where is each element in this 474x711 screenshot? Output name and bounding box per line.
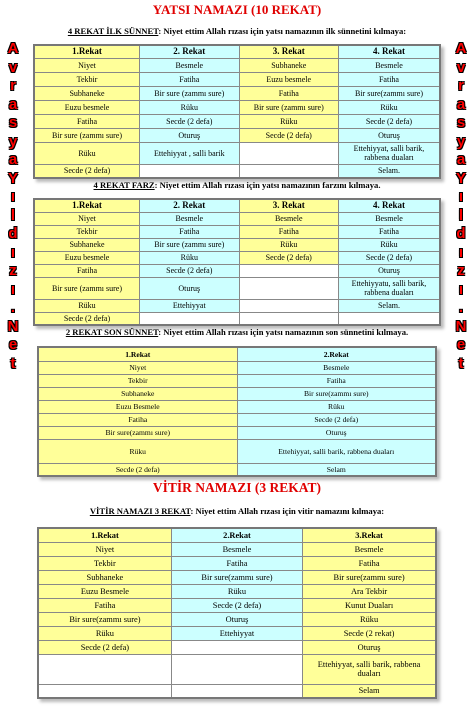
table-row [34, 86, 440, 100]
table-cell: Bir sure(zammı sure) [303, 570, 436, 584]
table-cell: Bir sure(zammı sure) [38, 426, 237, 439]
table-cell: Fatiha [38, 413, 237, 426]
table-cell: Euzu besmele [34, 100, 140, 114]
watermark-letter: N [455, 317, 467, 335]
table-row [38, 413, 436, 426]
table-row [38, 387, 436, 400]
watermark-letter: a [456, 151, 466, 168]
table-son-sunnet [37, 346, 437, 477]
table-cell: Rüku [34, 142, 140, 164]
table-row [34, 164, 440, 178]
table-cell: Besmele [303, 542, 436, 556]
table-cell: Rüku [38, 626, 171, 640]
section-heading: 4 REKAT İLK SÜNNET [67, 26, 159, 36]
section-heading: 4 REKAT FARZ [93, 180, 155, 190]
table-cell: Secde (2 defa) [34, 164, 140, 178]
table-cell: Rüku [38, 439, 237, 463]
table-row [38, 640, 436, 654]
table-row [38, 542, 436, 556]
watermark-letter: ı [458, 188, 464, 205]
table-cell: Niyet [34, 58, 140, 72]
table-cell: Secde (2 defa) [237, 413, 436, 426]
table-cell: Selam. [338, 164, 440, 178]
table-cell: Bir sure (zammı sure) [140, 238, 239, 251]
table-cell: Secde (2 rekat) [303, 626, 436, 640]
watermark-letter: z [457, 262, 465, 279]
column-header: 3. Rekat [239, 45, 338, 58]
table-row [34, 100, 440, 114]
table-cell [239, 299, 338, 312]
table-cell: Secde (2 defa) [38, 640, 171, 654]
table-row [34, 225, 440, 238]
table-cell: Fatiha [171, 556, 302, 570]
table-row [34, 299, 440, 312]
table-cell: Besmele [140, 58, 239, 72]
table-row [34, 251, 440, 264]
table-cell: Euzu Besmele [38, 584, 171, 598]
table-row [38, 361, 436, 374]
table-cell: Rüku [338, 100, 440, 114]
table-cell: Secde (2 defa) [140, 114, 239, 128]
table-cell: Besmele [140, 212, 239, 225]
table-cell: Ettehiyyat [140, 299, 239, 312]
table-cell: Subhaneke [38, 387, 237, 400]
table-cell: Euzu Besmele [38, 400, 237, 413]
page-title: YATSI NAMAZI (10 REKAT) [152, 2, 322, 17]
section-intro-farz [0, 180, 474, 190]
watermark-letter: ı [10, 243, 16, 261]
table-cell: Secde (2 defa) [338, 114, 440, 128]
watermark-letter: Y [7, 169, 18, 187]
table-cell: Fatiha [34, 264, 140, 277]
table-cell: Euzu besmele [34, 251, 140, 264]
table-row [34, 128, 440, 142]
watermark-letter: v [8, 58, 18, 76]
table-header-row [34, 45, 440, 58]
table-cell [239, 142, 338, 164]
table-row [38, 400, 436, 413]
table-cell: Ettehiyyat, salli barik, rabbena duaları [338, 142, 440, 164]
column-header: 2.Rekat [171, 528, 302, 542]
table-cell: Ettehiyyat, salli barik, rabbena duaları [237, 439, 436, 463]
column-header: 4. Rekat [338, 199, 440, 212]
column-header: 3. Rekat [239, 199, 338, 212]
table-row [34, 142, 440, 164]
watermark-letter: r [10, 77, 16, 94]
table-cell: Bir sure (zammı sure) [140, 86, 239, 100]
table-cell [239, 264, 338, 277]
table-row [38, 612, 436, 626]
table-cell [171, 654, 302, 684]
side-watermark-right [450, 40, 472, 373]
table-cell: Fatiha [34, 114, 140, 128]
table-row [34, 277, 440, 299]
table-header-row [38, 347, 436, 361]
table-cell: Rüku [140, 100, 239, 114]
table-row [34, 264, 440, 277]
table-cell: Tekbir [38, 374, 237, 387]
section-niyet-text: : Niyet ettim Allah rızası için yatsı namazının ilk sünnetini kılmaya: [158, 26, 407, 36]
table-cell: Kunut Duaları [303, 598, 436, 612]
column-header: 1.Rekat [34, 199, 140, 212]
column-header: 2.Rekat [237, 347, 436, 361]
table-row [38, 426, 436, 439]
table-cell: Fatiha [140, 72, 239, 86]
table-row [34, 58, 440, 72]
table-cell: Secde (2 defa) [338, 251, 440, 264]
table-cell [171, 684, 302, 698]
table-cell: Oturuş [140, 277, 239, 299]
table-cell: Oturuş [171, 612, 302, 626]
watermark-letter: ı [10, 188, 16, 205]
watermark-letter: t [10, 354, 16, 372]
table-cell: Secde (2 defa) [239, 251, 338, 264]
table-cell [171, 640, 302, 654]
table-row [38, 463, 436, 476]
table-cell: Subhaneke [34, 86, 140, 100]
table-row [38, 654, 436, 684]
table-row [38, 626, 436, 640]
column-header: 3.Rekat [303, 528, 436, 542]
table-cell: Fatiha [338, 225, 440, 238]
section-intro-vitir [0, 506, 474, 516]
watermark-letter: e [8, 336, 18, 353]
watermark-letter: y [8, 132, 18, 150]
table-ilk-sunnet [33, 44, 441, 179]
table-cell: Secde (2 defa) [239, 128, 338, 142]
table-cell: Secde (2 defa) [34, 312, 140, 325]
table-cell: Ettehiyyat, salli barik, rabbena duaları [303, 654, 436, 684]
table-cell: Bir sure(zammı sure) [38, 612, 171, 626]
table-header-row [34, 199, 440, 212]
section-niyet-text: : Niyet ettim Allah rızası için yatsı namazının son sünnetini kılmaya. [158, 327, 409, 337]
table-row [38, 584, 436, 598]
table-cell: Niyet [38, 542, 171, 556]
column-header: 2. Rekat [140, 199, 239, 212]
table-cell: Oturuş [237, 426, 436, 439]
section-niyet-text: : Niyet ettim Allah rızası için vitir namazını kılmaya: [190, 506, 385, 516]
watermark-letter: a [8, 95, 18, 113]
table-cell: Selam [237, 463, 436, 476]
table-cell: Bir sure (zammı sure) [34, 128, 140, 142]
table-cell: Rüku [303, 612, 436, 626]
watermark-letter: a [8, 151, 18, 168]
table-row [34, 114, 440, 128]
table-row [38, 439, 436, 463]
column-header: 1.Rekat [38, 347, 237, 361]
table-cell: Secde (2 defa) [38, 463, 237, 476]
table-cell: Rüku [34, 299, 140, 312]
table-cell: Rüku [239, 238, 338, 251]
table-cell: Besmele [338, 58, 440, 72]
table-cell: Subhaneke [34, 238, 140, 251]
watermark-letter: s [456, 114, 466, 131]
table-cell: Selam [303, 684, 436, 698]
table-cell: Bir sure (zammı sure) [239, 100, 338, 114]
table-cell: Oturuş [140, 128, 239, 142]
column-header: 2. Rekat [140, 45, 239, 58]
table-cell: Fatiha [303, 556, 436, 570]
watermark-letter: A [7, 40, 19, 57]
table-cell: Oturuş [338, 128, 440, 142]
table-cell [38, 654, 171, 684]
table-cell: Oturuş [338, 264, 440, 277]
table-cell: Niyet [34, 212, 140, 225]
vitir-title: VİTİR NAMAZI (3 REKAT) [152, 480, 322, 495]
side-watermark-left [2, 40, 24, 373]
table-cell: Secde (2 defa) [171, 598, 302, 612]
table-cell: Bir sure(zammı sure) [338, 86, 440, 100]
table-cell: Subhaneke [38, 570, 171, 584]
table-cell: Ettehiyyatu, salli barik, rabbena duaları [338, 277, 440, 299]
table-cell [140, 164, 239, 178]
table-cell [239, 164, 338, 178]
section-intro-son-sunnet [0, 327, 474, 337]
table-row [34, 238, 440, 251]
table-cell: Besmele [338, 212, 440, 225]
column-header: 1.Rekat [38, 528, 171, 542]
table-cell [239, 312, 338, 325]
watermark-letter: y [456, 132, 466, 150]
table-cell: Ara Tekbir [303, 584, 436, 598]
table-cell: Fatiha [140, 225, 239, 238]
section-niyet-text: : Niyet ettim Allah rızası için yatsı namazının farzını kılmaya. [154, 180, 381, 190]
table-cell: Bir sure (zammı sure) [34, 277, 140, 299]
table-row [38, 598, 436, 612]
table-cell: Tekbir [38, 556, 171, 570]
table-cell: Besmele [239, 212, 338, 225]
table-cell: Rüku [239, 114, 338, 128]
table-row [38, 570, 436, 584]
table-cell: Fatiha [239, 86, 338, 100]
table-row [38, 374, 436, 387]
table-cell: Niyet [38, 361, 237, 374]
table-cell [338, 312, 440, 325]
watermark-letter: . [10, 299, 16, 316]
watermark-letter: N [7, 317, 19, 335]
table-cell [140, 312, 239, 325]
watermark-letter: d [8, 225, 18, 242]
watermark-letter: z [9, 262, 17, 279]
watermark-letter: a [456, 95, 466, 113]
watermark-letter: ı [458, 280, 464, 298]
table-cell [239, 277, 338, 299]
table-cell [38, 684, 171, 698]
table-vitir [37, 527, 437, 699]
table-row [34, 212, 440, 225]
table-cell: Selam. [338, 299, 440, 312]
section-heading: 2 REKAT SON SÜNNET [65, 327, 159, 337]
table-cell: Ettehiyyat [171, 626, 302, 640]
watermark-letter: ı [458, 243, 464, 261]
table-cell: Tekbir [34, 72, 140, 86]
watermark-letter: s [8, 114, 18, 131]
table-cell: Fatiha [239, 225, 338, 238]
column-header: 1.Rekat [34, 45, 140, 58]
watermark-letter: e [456, 336, 466, 353]
watermark-letter: r [458, 77, 464, 94]
table-cell: Rüku [338, 238, 440, 251]
table-row [34, 72, 440, 86]
table-cell: Secde (2 defa) [140, 264, 239, 277]
watermark-letter: Y [455, 169, 466, 187]
table-cell: Ettehiyyat , salli barik [140, 142, 239, 164]
table-cell: Subhaneke [239, 58, 338, 72]
table-row [34, 312, 440, 325]
section-heading: VİTİR NAMAZI 3 REKAT [89, 506, 191, 516]
section-intro-ilk-sunnet [0, 26, 474, 36]
table-row [38, 556, 436, 570]
column-header: 4. Rekat [338, 45, 440, 58]
watermark-letter: . [458, 299, 464, 316]
watermark-letter: t [458, 354, 464, 372]
watermark-letter: l [10, 206, 16, 224]
watermark-letter: A [455, 40, 467, 57]
table-cell: Fatiha [338, 72, 440, 86]
table-cell: Besmele [237, 361, 436, 374]
table-row [38, 684, 436, 698]
table-cell: Bir sure(zammı sure) [171, 570, 302, 584]
table-farz [33, 198, 441, 326]
table-cell: Euzu besmele [239, 72, 338, 86]
watermark-letter: l [458, 206, 464, 224]
table-cell: Rüku [140, 251, 239, 264]
watermark-letter: d [456, 225, 466, 242]
table-cell: Rüku [237, 400, 436, 413]
table-cell: Rüku [171, 584, 302, 598]
table-cell: Oturuş [303, 640, 436, 654]
table-cell: Besmele [171, 542, 302, 556]
watermark-letter: v [456, 58, 466, 76]
table-cell: Tekbir [34, 225, 140, 238]
table-header-row [38, 528, 436, 542]
table-cell: Fatiha [38, 598, 171, 612]
table-cell: Bir sure(zammı sure) [237, 387, 436, 400]
watermark-letter: ı [10, 280, 16, 298]
table-cell: Fatiha [237, 374, 436, 387]
